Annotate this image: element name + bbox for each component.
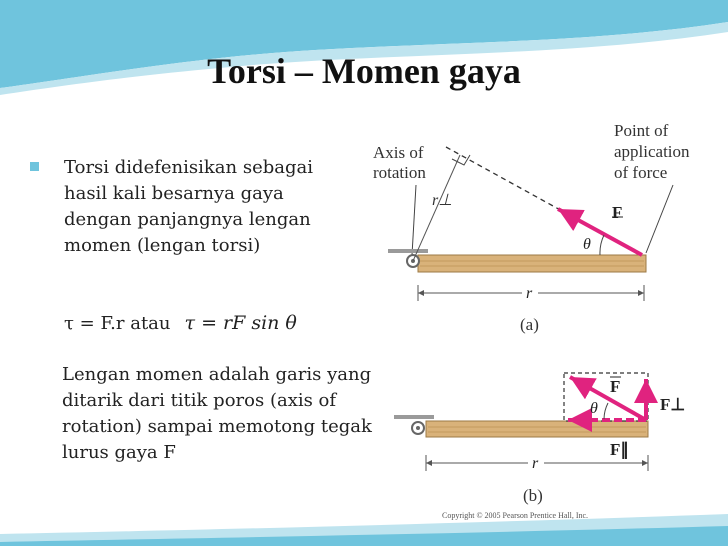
f-perp-label: F⊥: [660, 395, 686, 414]
point-label-line2: application: [614, 142, 690, 161]
theta-label-a: θ: [583, 236, 591, 253]
force-label-b: F: [610, 377, 621, 396]
torque-figure: [368, 115, 716, 525]
point-pointer: [646, 185, 673, 253]
theta-label-b: θ: [590, 400, 598, 417]
r-label-b: r: [532, 455, 539, 472]
r-perp-label: r⊥: [432, 192, 453, 209]
diagram-b: [394, 373, 685, 520]
theta-arc-b: [604, 403, 608, 419]
axis-pointer: [412, 185, 416, 255]
torque-formula: [64, 312, 297, 334]
lever-board-a: [418, 255, 646, 272]
point-label-line3: of force: [614, 163, 668, 182]
torque-diagram: [368, 115, 716, 525]
caption-b: (b): [523, 486, 543, 505]
hinge-plate-a: [388, 249, 428, 253]
force-arrow-b: [570, 377, 646, 420]
lever-board-b: [426, 421, 648, 437]
r-label-a: r: [526, 285, 533, 302]
right-angle-marker: [452, 155, 470, 165]
force-label-a: F: [612, 203, 623, 222]
diagram-a: [373, 121, 690, 334]
caption-a: (a): [520, 315, 539, 334]
bullet-item: [30, 155, 350, 259]
bullet-text: Torsi didefenisikan sebagai hasil kali besarnya gaya dengan panjangnya lengan momen (lengan torsi): [64, 157, 313, 256]
axis-label-line2: rotation: [373, 163, 426, 182]
slide-title: Torsi – Momen gaya: [207, 51, 521, 91]
lever-arm-description: Lengan momen adalah garis yang ditarik dari titik poros (axis of rotation) sampai memotong tegak lurus gaya F: [62, 364, 372, 463]
theta-arc-a: [600, 235, 604, 255]
formula-equation: τ = rF sin θ: [184, 312, 297, 334]
formula-text: τ = F.r atau: [64, 313, 171, 334]
f-parallel-label: F∥: [610, 440, 629, 459]
copyright-text: Copyright © 2005 Pearson Prentice Hall, Inc.: [442, 511, 589, 520]
bullet-square-icon: [30, 162, 39, 171]
point-label-line1: Point of: [614, 121, 669, 140]
hinge-plate-b: [394, 415, 434, 419]
axis-label-line1: Axis of: [373, 143, 424, 162]
